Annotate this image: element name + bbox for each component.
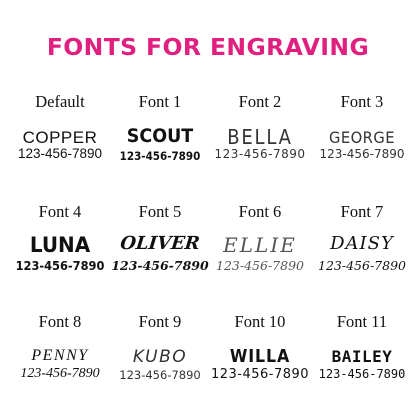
font-label: Font 6 [238, 202, 282, 221]
sample-phone: 123-456-7890 [111, 258, 209, 273]
font-label: Font 11 [336, 312, 388, 331]
sample-phone: 123-456-7890 [20, 366, 100, 381]
sample-phone: 123-456-7890 [119, 368, 201, 382]
sample-name: BELLA [227, 125, 293, 149]
font-sample-font-6 [208, 202, 312, 302]
font-label: Font 8 [38, 312, 82, 331]
font-label: Font 9 [138, 312, 182, 331]
sample-name: SCOUT [126, 125, 194, 147]
sample-name: OLIVER [119, 233, 201, 254]
font-sample-font-10 [208, 312, 312, 412]
sample-phone: 123-456-7890 [319, 147, 405, 161]
sample-name: GEORGE [328, 128, 395, 147]
font-sample-font-5 [108, 202, 212, 302]
font-label: Font 4 [38, 202, 82, 221]
font-sample-font-1 [108, 92, 212, 192]
font-label: Font 10 [234, 312, 286, 331]
sample-name: COPPER [22, 128, 98, 147]
sample-phone: 123-456-7890 [214, 147, 306, 161]
font-label: Font 1 [138, 92, 182, 111]
font-label: Font 5 [138, 202, 182, 221]
font-label: Font 3 [340, 92, 384, 111]
font-label: Font 7 [340, 202, 384, 221]
sample-name: LUNA [29, 233, 91, 257]
sample-phone: 123-456-7890 [119, 149, 201, 163]
font-sample-font-2 [208, 92, 312, 192]
font-sample-font-3 [310, 92, 414, 192]
font-sample-font-9 [108, 312, 212, 412]
sample-phone: 123-456-7890 [17, 146, 103, 161]
sample-phone: 123-456-7890 [216, 258, 304, 273]
sample-name: WILLA [229, 346, 291, 367]
font-sample-font-4 [8, 202, 112, 302]
font-sample-font-8 [8, 312, 112, 412]
sample-name: KUBO [132, 347, 188, 367]
font-label: Font 2 [238, 92, 282, 111]
sample-phone: 123-456-7890 [318, 367, 406, 381]
sample-name: PENNY [31, 347, 89, 364]
font-sample-font-7 [310, 202, 414, 302]
sample-name: ELLIE [223, 233, 297, 257]
font-label: Default [35, 92, 85, 111]
sample-name: DAISY [330, 233, 394, 254]
sample-phone: 123-456-7890 [318, 258, 406, 273]
font-sample-font-11 [310, 312, 414, 412]
font-sample-default [8, 92, 112, 192]
sample-phone: 123-456-7890 [210, 367, 310, 382]
sample-phone: 123-456-7890 [15, 259, 105, 273]
page-title: FONTS FOR ENGRAVING [46, 33, 370, 61]
sample-name: BAILEY [331, 347, 393, 366]
